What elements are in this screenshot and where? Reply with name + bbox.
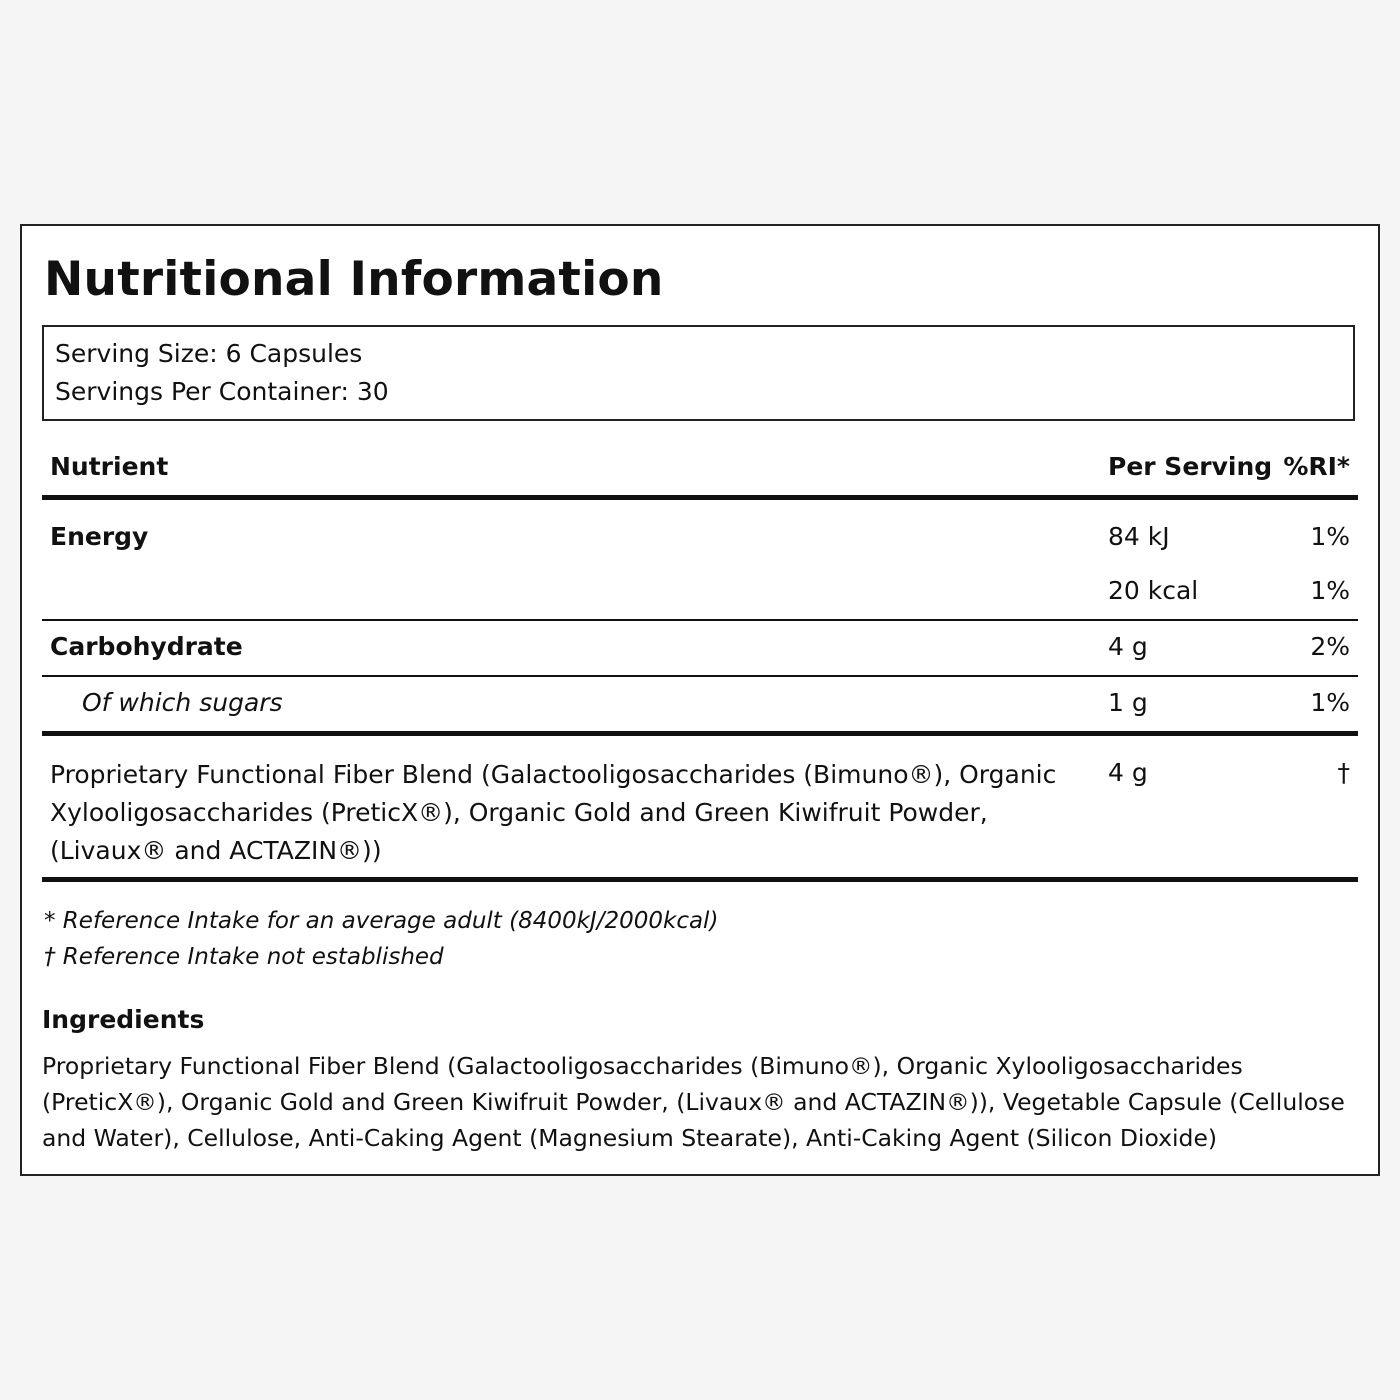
energy-kj-ri: 1%: [1310, 522, 1350, 551]
footnote-ri: * Reference Intake for an average adult (8400kJ/2000kcal): [44, 908, 719, 934]
section-divider: [42, 731, 1358, 736]
serving-info-box: [42, 325, 1355, 421]
row-divider: [42, 675, 1358, 677]
header-ri: %RI*: [1283, 452, 1350, 481]
footnote-dagger: † Reference Intake not established: [44, 944, 444, 970]
fiber-blend-ri: †: [1337, 758, 1350, 787]
sugars-ri: 1%: [1310, 688, 1350, 717]
servings-per-container: Servings Per Container: 30: [55, 377, 389, 406]
nutrient-energy: Energy: [50, 522, 149, 551]
sugars-value: 1 g: [1108, 688, 1148, 717]
fiber-blend-name: Proprietary Functional Fiber Blend (Galactooligosaccharides (Bimuno®), Organic Xylooligosaccharides (PreticX®), Organic Gold and Green Kiwifruit Powder, (Livaux® and ACTAZIN®)): [50, 760, 1057, 865]
serving-size: Serving Size: 6 Capsules: [55, 339, 363, 368]
nutrient-sugars: Of which sugars: [82, 688, 283, 717]
table-bottom-divider: [42, 877, 1358, 882]
nutrient-carbohydrate: Carbohydrate: [50, 632, 243, 661]
header-per-serving: Per Serving: [1108, 452, 1273, 481]
ingredients-heading: Ingredients: [42, 1005, 205, 1034]
carbohydrate-value: 4 g: [1108, 632, 1148, 661]
energy-kcal-ri: 1%: [1310, 576, 1350, 605]
carbohydrate-ri: 2%: [1310, 632, 1350, 661]
energy-kj-value: 84 kJ: [1108, 522, 1170, 551]
header-nutrient: Nutrient: [50, 452, 169, 481]
ingredients-text: Proprietary Functional Fiber Blend (Galactooligosaccharides (Bimuno®), Organic Xylooligosaccharides (PreticX®), Organic Gold and Green Kiwifruit Powder, (Livaux® and ACTAZIN®)), Vegetable Capsule (Cellulose and Water), Cellulose, Anti-Caking Agent (Magnesium Stearate), Anti-Caking Agent (Silicon Dioxide): [42, 1052, 1345, 1152]
energy-kcal-value: 20 kcal: [1108, 576, 1199, 605]
row-divider: [42, 619, 1358, 621]
nutrition-panel: [20, 224, 1380, 1176]
fiber-blend-value: 4 g: [1108, 758, 1148, 787]
page-title: Nutritional Information: [44, 252, 664, 307]
header-divider: [42, 495, 1358, 500]
